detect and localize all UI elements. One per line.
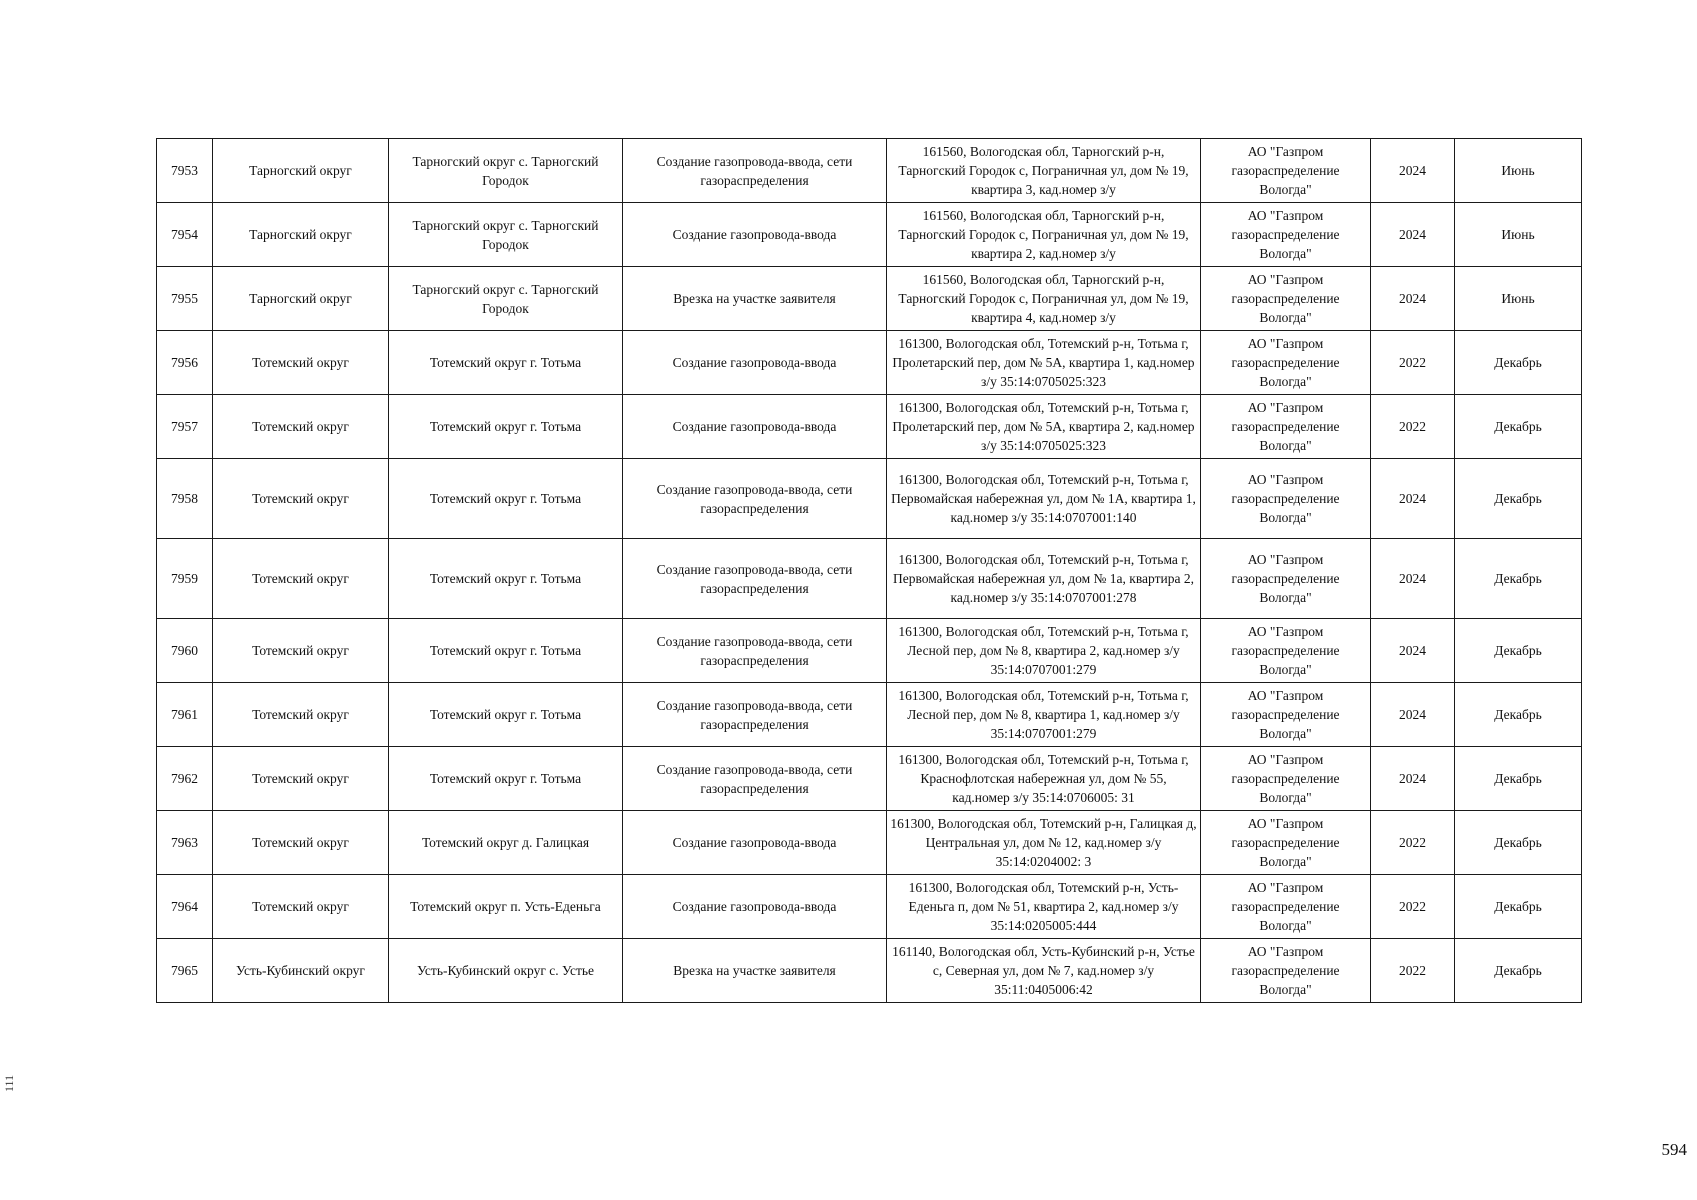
cell-work: Создание газопровода-ввода <box>623 331 887 395</box>
cell-work: Врезка на участке заявителя <box>623 267 887 331</box>
table-row <box>157 331 1582 395</box>
cell-district: Тотемский округ <box>213 747 389 811</box>
cell-org: АО "Газпром газораспределение Вологда" <box>1201 747 1371 811</box>
cell-locality: Тотемский округ г. Тотьма <box>389 619 623 683</box>
cell-month: Декабрь <box>1455 619 1582 683</box>
cell-org: АО "Газпром газораспределение Вологда" <box>1201 331 1371 395</box>
table-row <box>157 395 1582 459</box>
cell-district: Тарногский округ <box>213 203 389 267</box>
cell-year: 2024 <box>1371 459 1455 539</box>
table-row <box>157 539 1582 619</box>
cell-year: 2024 <box>1371 539 1455 619</box>
cell-locality: Тотемский округ г. Тотьма <box>389 683 623 747</box>
cell-num: 7965 <box>157 939 213 1003</box>
cell-year: 2022 <box>1371 331 1455 395</box>
cell-num: 7958 <box>157 459 213 539</box>
cell-num: 7953 <box>157 139 213 203</box>
cell-num: 7954 <box>157 203 213 267</box>
cell-year: 2022 <box>1371 395 1455 459</box>
cell-month: Декабрь <box>1455 939 1582 1003</box>
gas-connection-table <box>156 138 1582 1003</box>
cell-address: 161560, Вологодская обл, Тарногский р-н, Тарногский Городок с, Пограничная ул, дом № 19, квартира 4, кад.номер з/у <box>887 267 1201 331</box>
cell-district: Тотемский округ <box>213 539 389 619</box>
margin-mark: 111 <box>2 1074 16 1092</box>
cell-locality: Тарногский округ с. Тарногский Городок <box>389 139 623 203</box>
cell-work: Создание газопровода-ввода, сети газораспределения <box>623 539 887 619</box>
cell-month: Декабрь <box>1455 331 1582 395</box>
cell-year: 2022 <box>1371 875 1455 939</box>
cell-month: Декабрь <box>1455 875 1582 939</box>
cell-num: 7956 <box>157 331 213 395</box>
cell-address: 161300, Вологодская обл, Тотемский р-н, Галицкая д, Центральная ул, дом № 12, кад.номер з/у 35:14:0204002: 3 <box>887 811 1201 875</box>
cell-work: Создание газопровода-ввода <box>623 395 887 459</box>
cell-locality: Тотемский округ г. Тотьма <box>389 747 623 811</box>
cell-org: АО "Газпром газораспределение Вологда" <box>1201 459 1371 539</box>
cell-locality: Тотемский округ г. Тотьма <box>389 395 623 459</box>
cell-locality: Тарногский округ с. Тарногский Городок <box>389 203 623 267</box>
cell-work: Создание газопровода-ввода, сети газораспределения <box>623 139 887 203</box>
cell-org: АО "Газпром газораспределение Вологда" <box>1201 395 1371 459</box>
cell-address: 161300, Вологодская обл, Тотемский р-н, Тотьма г, Пролетарский пер, дом № 5А, квартира 2, кад.номер з/у 35:14:0705025:323 <box>887 395 1201 459</box>
cell-year: 2024 <box>1371 203 1455 267</box>
cell-month: Декабрь <box>1455 395 1582 459</box>
cell-year: 2024 <box>1371 747 1455 811</box>
cell-year: 2024 <box>1371 683 1455 747</box>
table-row <box>157 683 1582 747</box>
table-row <box>157 267 1582 331</box>
cell-org: АО "Газпром газораспределение Вологда" <box>1201 139 1371 203</box>
cell-district: Тотемский округ <box>213 811 389 875</box>
cell-org: АО "Газпром газораспределение Вологда" <box>1201 875 1371 939</box>
cell-district: Тотемский округ <box>213 395 389 459</box>
cell-work: Создание газопровода-ввода, сети газораспределения <box>623 619 887 683</box>
cell-year: 2024 <box>1371 267 1455 331</box>
cell-district: Тотемский округ <box>213 331 389 395</box>
cell-district: Тотемский округ <box>213 875 389 939</box>
cell-work: Создание газопровода-ввода <box>623 811 887 875</box>
cell-num: 7964 <box>157 875 213 939</box>
cell-work: Создание газопровода-ввода <box>623 875 887 939</box>
cell-month: Июнь <box>1455 267 1582 331</box>
cell-month: Декабрь <box>1455 683 1582 747</box>
table-row <box>157 875 1582 939</box>
cell-org: АО "Газпром газораспределение Вологда" <box>1201 619 1371 683</box>
cell-year: 2022 <box>1371 939 1455 1003</box>
cell-org: АО "Газпром газораспределение Вологда" <box>1201 811 1371 875</box>
cell-month: Июнь <box>1455 139 1582 203</box>
cell-num: 7957 <box>157 395 213 459</box>
cell-locality: Тотемский округ г. Тотьма <box>389 331 623 395</box>
cell-num: 7963 <box>157 811 213 875</box>
cell-work: Создание газопровода-ввода <box>623 203 887 267</box>
cell-org: АО "Газпром газораспределение Вологда" <box>1201 939 1371 1003</box>
cell-district: Тотемский округ <box>213 619 389 683</box>
cell-work: Создание газопровода-ввода, сети газораспределения <box>623 747 887 811</box>
cell-district: Тарногский округ <box>213 267 389 331</box>
cell-district: Тарногский округ <box>213 139 389 203</box>
cell-month: Июнь <box>1455 203 1582 267</box>
cell-work: Создание газопровода-ввода, сети газораспределения <box>623 459 887 539</box>
table-row <box>157 747 1582 811</box>
cell-address: 161300, Вологодская обл, Тотемский р-н, Тотьма г, Лесной пер, дом № 8, квартира 1, кад.номер з/у 35:14:0707001:279 <box>887 683 1201 747</box>
cell-address: 161300, Вологодская обл, Тотемский р-н, Тотьма г, Краснофлотская набережная ул, дом № 55, кад.номер з/у 35:14:0706005: 31 <box>887 747 1201 811</box>
cell-address: 161560, Вологодская обл, Тарногский р-н, Тарногский Городок с, Пограничная ул, дом № 19, квартира 3, кад.номер з/у <box>887 139 1201 203</box>
cell-address: 161300, Вологодская обл, Тотемский р-н, Тотьма г, Первомайская набережная ул, дом № 1а, квартира 2, кад.номер з/у 35:14:0707001:278 <box>887 539 1201 619</box>
page-number: 594 <box>1661 1140 1687 1159</box>
cell-address: 161300, Вологодская обл, Тотемский р-н, Тотьма г, Первомайская набережная ул, дом № 1А, квартира 1, кад.номер з/у 35:14:0707001:140 <box>887 459 1201 539</box>
table-row <box>157 619 1582 683</box>
table-row <box>157 811 1582 875</box>
cell-address: 161140, Вологодская обл, Усть-Кубинский р-н, Устье с, Северная ул, дом № 7, кад.номер з/у 35:11:0405006:42 <box>887 939 1201 1003</box>
cell-work: Создание газопровода-ввода, сети газораспределения <box>623 683 887 747</box>
cell-year: 2024 <box>1371 619 1455 683</box>
table-row <box>157 203 1582 267</box>
cell-num: 7955 <box>157 267 213 331</box>
table-row <box>157 459 1582 539</box>
table-row <box>157 939 1582 1003</box>
cell-district: Тотемский округ <box>213 683 389 747</box>
cell-address: 161560, Вологодская обл, Тарногский р-н, Тарногский Городок с, Пограничная ул, дом № 19, квартира 2, кад.номер з/у <box>887 203 1201 267</box>
cell-month: Декабрь <box>1455 811 1582 875</box>
cell-num: 7960 <box>157 619 213 683</box>
cell-num: 7962 <box>157 747 213 811</box>
cell-locality: Тотемский округ п. Усть-Еденьга <box>389 875 623 939</box>
cell-org: АО "Газпром газораспределение Вологда" <box>1201 683 1371 747</box>
cell-district: Тотемский округ <box>213 459 389 539</box>
cell-locality: Тотемский округ г. Тотьма <box>389 459 623 539</box>
cell-org: АО "Газпром газораспределение Вологда" <box>1201 203 1371 267</box>
cell-work: Врезка на участке заявителя <box>623 939 887 1003</box>
table-row <box>157 139 1582 203</box>
cell-org: АО "Газпром газораспределение Вологда" <box>1201 267 1371 331</box>
cell-locality: Тотемский округ г. Тотьма <box>389 539 623 619</box>
cell-num: 7961 <box>157 683 213 747</box>
cell-address: 161300, Вологодская обл, Тотемский р-н, Тотьма г, Пролетарский пер, дом № 5А, квартира 1, кад.номер з/у 35:14:0705025:323 <box>887 331 1201 395</box>
cell-org: АО "Газпром газораспределение Вологда" <box>1201 539 1371 619</box>
cell-month: Декабрь <box>1455 459 1582 539</box>
cell-locality: Тарногский округ с. Тарногский Городок <box>389 267 623 331</box>
cell-year: 2024 <box>1371 139 1455 203</box>
cell-address: 161300, Вологодская обл, Тотемский р-н, Усть-Еденьга п, дом № 51, квартира 2, кад.номер з/у 35:14:0205005:444 <box>887 875 1201 939</box>
cell-num: 7959 <box>157 539 213 619</box>
cell-address: 161300, Вологодская обл, Тотемский р-н, Тотьма г, Лесной пер, дом № 8, квартира 2, кад.номер з/у 35:14:0707001:279 <box>887 619 1201 683</box>
cell-month: Декабрь <box>1455 747 1582 811</box>
cell-month: Декабрь <box>1455 539 1582 619</box>
cell-locality: Усть-Кубинский округ с. Устье <box>389 939 623 1003</box>
cell-district: Усть-Кубинский округ <box>213 939 389 1003</box>
cell-year: 2022 <box>1371 811 1455 875</box>
cell-locality: Тотемский округ д. Галицкая <box>389 811 623 875</box>
